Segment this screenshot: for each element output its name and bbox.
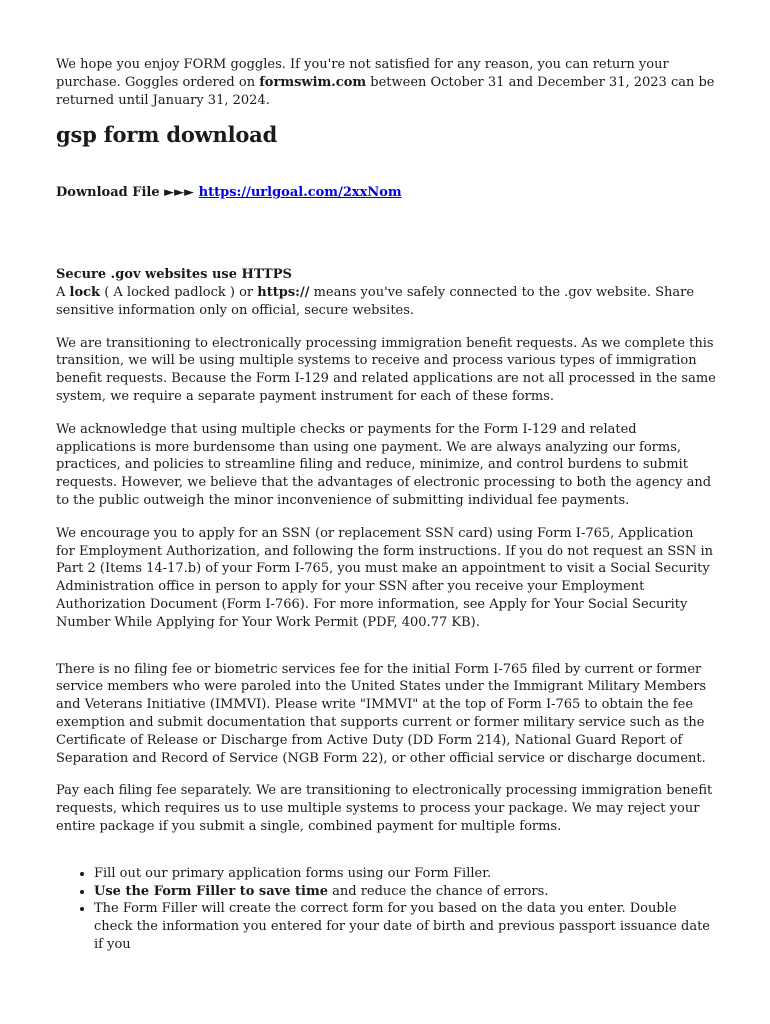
download-line	[56, 184, 716, 202]
secure-text-b: ( A locked padlock ) or	[100, 284, 258, 300]
document-page	[56, 56, 716, 954]
paragraph-pay-separately: Pay each filing fee separately. We are transitioning to electronically processing immigration benefit requests, which requires us to use multiple systems to process your package. We may reject your entire package if you submit a single, combined payment for multiple forms.	[56, 783, 713, 834]
intro-text-2: between October 31 and December 31, 2023 can be returned until January 31, 2024.	[56, 74, 715, 108]
intro-paragraph	[56, 56, 716, 109]
download-label: Download File ►►►	[56, 185, 199, 201]
list-item: • Fill out our primary application forms using our Form Filler.	[94, 865, 716, 883]
secure-lock-word: lock	[69, 284, 101, 300]
paragraph-transition: We are transitioning to electronically processing immigration benefit requests. As we complete this transition, we will be using multiple systems to receive and process various types of immigration benefit requests. Because the Form I-129 and related applications are not all processed in the same system, we require a separate payment instrument for each of these forms.	[56, 335, 716, 404]
intro-text-1: We hope you enjoy FORM goggles. If you're not satisfied for any reason, you can return your purchase. Goggles ordered on	[56, 57, 669, 90]
paragraph-immvi: There is no filing fee or biometric services fee for the initial Form I-765 filed by current or former service members who were paroled into the United States under the Immigrant Military Members and Veterans Initiative (IMMVI). Please write "IMMVI" at the top of Form I-765 to obtain the fee exemption and submit documentation that supports current or former military service such as the Certificate of Release or Discharge from Active Duty (DD Form 214), National Guard Report of Separation and Record of Service (NGB Form 22), or other official service or discharge document.	[56, 661, 707, 766]
page-title: gsp form download	[56, 122, 278, 148]
paragraph-acknowledge: We acknowledge that using multiple checks or payments for the Form I-129 and related applications is more burdensome than using one payment. We are always analyzing our forms, practices, and policies to streamline filing and reduce, minimize, and control burdens to submit requests. However, we believe that the advantages of electronic processing to both the agency and to the public outweigh the minor inconvenience of submitting individual fee payments.	[56, 421, 712, 508]
secure-paragraph	[56, 284, 716, 320]
form-filler-list	[56, 865, 716, 954]
download-link[interactable]: https://urlgoal.com/2xxNom	[198, 185, 402, 201]
intro-site-name: formswim.com	[259, 74, 367, 90]
list-item	[94, 883, 716, 901]
secure-text-c: means you've safely connected to the .gov website. Share sensitive information only on official, secure websites.	[56, 284, 695, 318]
secure-heading: Secure .gov websites use HTTPS	[56, 267, 292, 283]
secure-text-a: A	[56, 284, 70, 300]
secure-https-word: https://	[257, 284, 310, 300]
paragraph-ssn: We encourage you to apply for an SSN (or replacement SSN card) using Form I-765, Application for Employment Authorization, and following the form instructions. If you do not request an SSN in Part 2 (Items 14-17.b) of your Form I-765, you must make an appointment to visit a Social Security Administration office in person to apply for your SSN after you receive your Employment Authorization Document (Form I-766). For more information, see Apply for Your Social Security Number While Applying for Your Work Permit (PDF, 400.77 KB).	[56, 525, 714, 630]
list-item-rest: and reduce the chance of errors.	[327, 883, 549, 899]
list-item-bold: Use the Form Filler to save time	[94, 883, 328, 899]
list-item: • The Form Filler will create the correct form for you based on the data you enter. Double check the information you entered for your date of birth and previous passport issuance date if you	[94, 900, 716, 953]
